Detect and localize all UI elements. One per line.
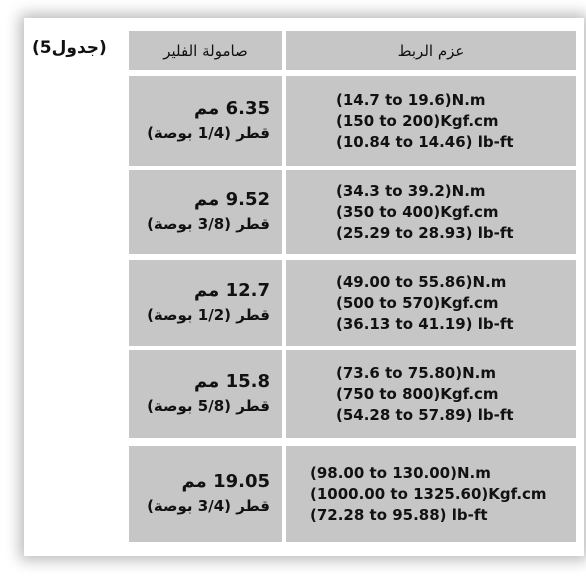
header-flare-nut: صامولة الفلير bbox=[129, 31, 282, 70]
torque-lbft: (36.13 to 41.19) lb-ft bbox=[336, 314, 514, 333]
size-cell bbox=[129, 260, 282, 346]
torque-cell bbox=[286, 260, 576, 346]
nut-diameter: قطر (3/8 بوصة) bbox=[147, 215, 270, 233]
torque-kgf: (750 to 800)Kgf.cm bbox=[336, 384, 499, 403]
torque-nm: (98.00 to 130.00)N.m bbox=[310, 463, 491, 482]
size-cell bbox=[129, 76, 282, 166]
torque-lbft: (25.29 to 28.93) lb-ft bbox=[336, 223, 514, 242]
torque-cell bbox=[286, 76, 576, 166]
torque-nm: (73.6 to 75.80)N.m bbox=[336, 363, 496, 382]
nut-size: 15.8 مم bbox=[194, 371, 270, 392]
nut-diameter: قطر (1/2 بوصة) bbox=[147, 306, 270, 324]
nut-size: 12.7 مم bbox=[194, 280, 270, 301]
torque-kgf: (150 to 200)Kgf.cm bbox=[336, 111, 499, 130]
nut-size: 6.35 مم bbox=[194, 98, 270, 119]
torque-nm: (34.3 to 39.2)N.m bbox=[336, 181, 486, 200]
torque-kgf: (1000.00 to 1325.60)Kgf.cm bbox=[310, 484, 547, 503]
torque-cell bbox=[286, 170, 576, 254]
nut-size: 9.52 مم bbox=[194, 189, 270, 210]
torque-nm: (14.7 to 19.6)N.m bbox=[336, 90, 486, 109]
torque-lbft: (54.28 to 57.89) lb-ft bbox=[336, 405, 514, 424]
nut-size: 19.05 مم bbox=[181, 471, 270, 492]
torque-cell bbox=[286, 446, 576, 542]
header-torque: عزم الربط bbox=[286, 31, 576, 70]
torque-kgf: (350 to 400)Kgf.cm bbox=[336, 202, 499, 221]
torque-kgf: (500 to 570)Kgf.cm bbox=[336, 293, 499, 312]
nut-diameter: قطر (3/4 بوصة) bbox=[147, 497, 270, 515]
torque-nm: (49.00 to 55.86)N.m bbox=[336, 272, 507, 291]
table-caption: (جدول5) bbox=[32, 38, 107, 58]
torque-cell bbox=[286, 350, 576, 438]
nut-diameter: قطر (5/8 بوصة) bbox=[147, 397, 270, 415]
size-cell bbox=[129, 350, 282, 438]
size-cell bbox=[129, 170, 282, 254]
size-cell bbox=[129, 446, 282, 542]
torque-lbft: (10.84 to 14.46) lb-ft bbox=[336, 132, 514, 151]
torque-lbft: (72.28 to 95.88) lb-ft bbox=[310, 505, 488, 524]
nut-diameter: قطر (1/4 بوصة) bbox=[147, 124, 270, 142]
